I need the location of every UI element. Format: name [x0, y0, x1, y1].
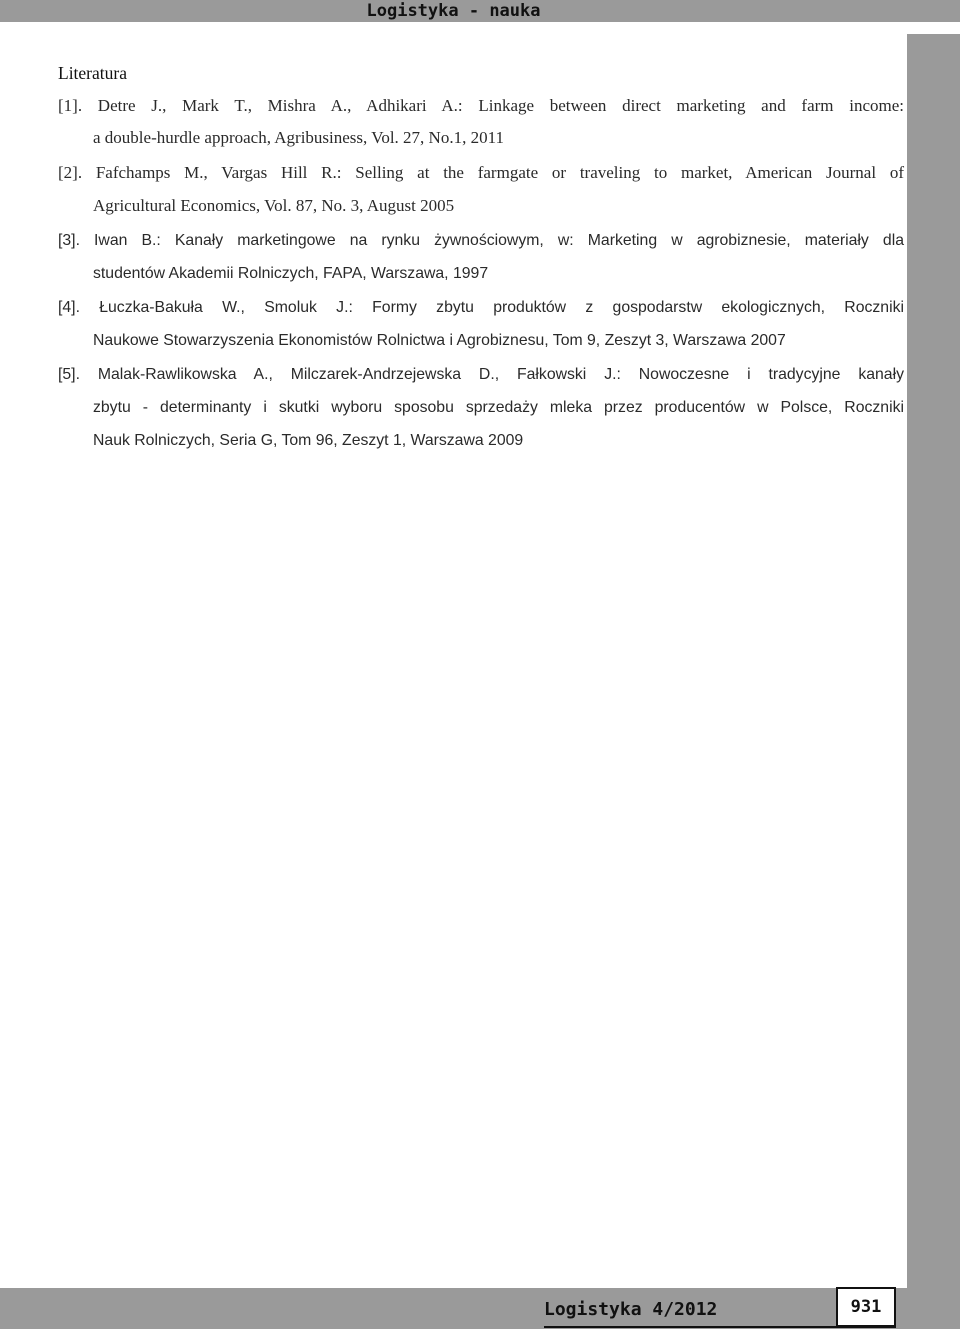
- reference-line: a double-hurdle approach, Agribusiness, Vol. 27, No.1, 2011: [93, 128, 504, 147]
- page-number: 931: [836, 1287, 896, 1327]
- reference-line: Naukowe Stowarzyszenia Ekonomistów Rolnictwa i Agrobiznesu, Tom 9, Zeszyt 3, Warszawa 2007: [93, 332, 786, 349]
- reference-line: Agricultural Economics, Vol. 87, No. 3, August 2005: [93, 196, 455, 215]
- running-header-title: Logistyka - nauka: [366, 1, 541, 21]
- reference-line: [5]. Malak-Rawlikowska A., Milczarek-Andrzejewska D., Fałkowski J.: Nowoczesne i tradycyjne kanały: [58, 366, 904, 383]
- reference-line: [2]. Fafchamps M., Vargas Hill R.: Selling at the farmgate or traveling to market, American Journal of: [58, 163, 904, 182]
- header-bar: [0, 0, 960, 22]
- reference-line: zbytu - determinanty i skutki wyboru sposobu sprzedaży mleka przez producentów w Polsce, Roczniki: [93, 399, 904, 416]
- literature-heading: Literatura: [58, 63, 127, 83]
- reference-line: [3]. Iwan B.: Kanały marketingowe na rynku żywnościowym, w: Marketing w agrobiznesie, materiały dla: [58, 232, 904, 249]
- reference-line: [4]. Łuczka-Bakuła W., Smoluk J.: Formy zbytu produktów z gospodarstw ekologicznych, Roczniki: [58, 299, 904, 316]
- reference-line: Nauk Rolniczych, Seria G, Tom 96, Zeszyt 1, Warszawa 2009: [93, 432, 524, 449]
- journal-issue: Logistyka 4/2012: [544, 1299, 718, 1320]
- reference-line: [1]. Detre J., Mark T., Mishra A., Adhikari A.: Linkage between direct marketing and farm income:: [58, 96, 904, 115]
- footer-rule: [544, 1326, 896, 1328]
- page-shadow-right: [907, 34, 960, 1329]
- reference-line: studentów Akademii Rolniczych, FAPA, Warszawa, 1997: [93, 265, 489, 282]
